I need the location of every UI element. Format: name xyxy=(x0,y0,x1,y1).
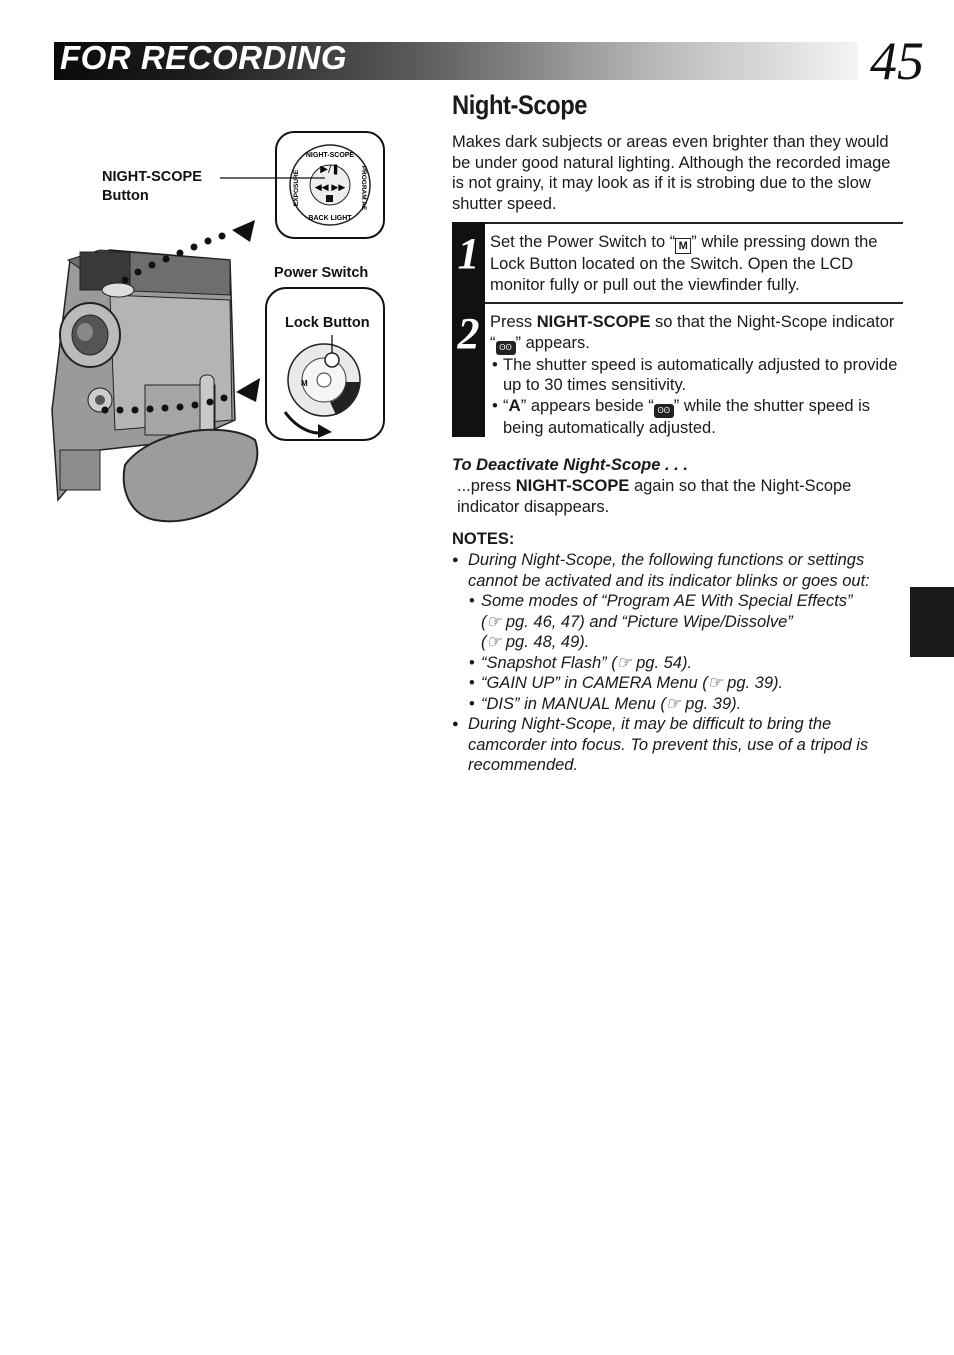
side-tab-marker xyxy=(910,587,954,657)
step-1-number: 1 xyxy=(457,229,480,278)
page-number: 45 xyxy=(870,31,924,91)
manual-mode-icon: M xyxy=(675,238,691,254)
switch-mode-mark: M xyxy=(301,379,308,388)
step-2-text-a: Press xyxy=(490,313,537,331)
dial-label-left: EXPOSURE xyxy=(293,169,300,207)
lock-button-label: Lock Button xyxy=(285,315,370,331)
step-2-main xyxy=(490,312,900,355)
page-section-title: FOR RECORDING xyxy=(60,39,347,76)
step-1-rule-bottom xyxy=(485,302,903,304)
step-1-text xyxy=(490,232,900,295)
sub1b-text: (☞ pg. 46, 47) and “Picture Wipe/Dissolve” xyxy=(481,612,793,631)
camcorder-illustration xyxy=(40,120,400,540)
deactivate-heading: To Deactivate Night-Scope . . . xyxy=(452,456,688,474)
bullet2-text-b: ” appears beside “ xyxy=(520,396,654,415)
dial-label-top: NIGHT-SCOPE xyxy=(305,152,355,159)
night-scope-indicator-icon-2: ʘʘ xyxy=(654,404,674,418)
step-2-bullet-1: • The shutter speed is automatically adjusted to provide up to 30 times sensitivity. xyxy=(490,355,900,396)
deactivate-text xyxy=(457,476,897,517)
step-2-bullet-2 xyxy=(490,396,900,439)
note-1: ● During Night-Scope, the following functions or settings cannot be activated and its indicator blinks or goes out: xyxy=(452,550,907,591)
notes-list xyxy=(452,550,907,776)
night-scope-label-line1: NIGHT-SCOPE xyxy=(102,169,202,185)
intro-paragraph: Makes dark subjects or areas even brighter than they would be under good natural lighting. Although the recorded image is not grainy, it may look as if it is strobing due to the slow shutter speed. xyxy=(452,133,891,213)
bullet2-text-a: “ xyxy=(503,396,509,415)
note-1-sub-2: • “Snapshot Flash” (☞ pg. 54). xyxy=(452,653,907,674)
deactivate-prefix: ...press xyxy=(457,477,516,495)
note-1-sub-4: • “DIS” in MANUAL Menu (☞ pg. 39). xyxy=(452,694,907,715)
step-2-text xyxy=(490,312,900,438)
auto-slow-shutter-icon: A xyxy=(508,395,521,415)
step-2-number: 2 xyxy=(457,309,480,358)
note-2: ● During Night-Scope, it may be difficult to bring the camcorder into focus. To prevent this, use of a tripod is recommended. xyxy=(452,714,907,776)
dial-play-icon: ▶/❚ xyxy=(320,164,340,175)
notes-heading: NOTES: xyxy=(452,530,515,548)
night-scope-label-line2: Button xyxy=(102,188,149,204)
power-switch-label: Power Switch xyxy=(274,265,369,281)
dial-seek-icon: ◀◀ ▶▶ xyxy=(314,183,346,193)
night-scope-indicator-icon: ʘʘ xyxy=(496,341,516,355)
step-1-text-a: Set the Power Switch to “ xyxy=(490,233,676,251)
step-2-bold: NIGHT-SCOPE xyxy=(536,313,651,331)
step-1-rule-top xyxy=(485,222,903,224)
deactivate-body: again so that the Night-Scope indicator disappears. xyxy=(457,477,852,516)
dial-label-right: PROGRAM AE xyxy=(360,165,367,211)
note-1-sub-1 xyxy=(452,591,907,653)
step-2-text-b: so that the Night-Scope indicator “ xyxy=(490,313,895,352)
note-1-sub-3: • “GAIN UP” in CAMERA Menu (☞ pg. 39). xyxy=(452,673,907,694)
dial-label-bottom: BACK LIGHT xyxy=(308,215,352,222)
step-1-text-b: ” while pressing down the Lock Button located on the Switch. Open the LCD monitor fully or pull out the viewfinder fully. xyxy=(490,233,878,294)
deactivate-bold: NIGHT-SCOPE xyxy=(515,477,630,495)
bullet2-text-c: ” while the shutter speed is being automatically adjusted. xyxy=(503,396,871,437)
step-2-text-c: ” appears. xyxy=(515,333,590,352)
section-heading: Night-Scope xyxy=(452,90,588,120)
night-scope-button-label xyxy=(102,168,202,206)
sub1a-text: • Some modes of “Program AE With Special Effects” xyxy=(481,592,853,610)
sub1c-text: (☞ pg. 48, 49). xyxy=(481,633,590,651)
